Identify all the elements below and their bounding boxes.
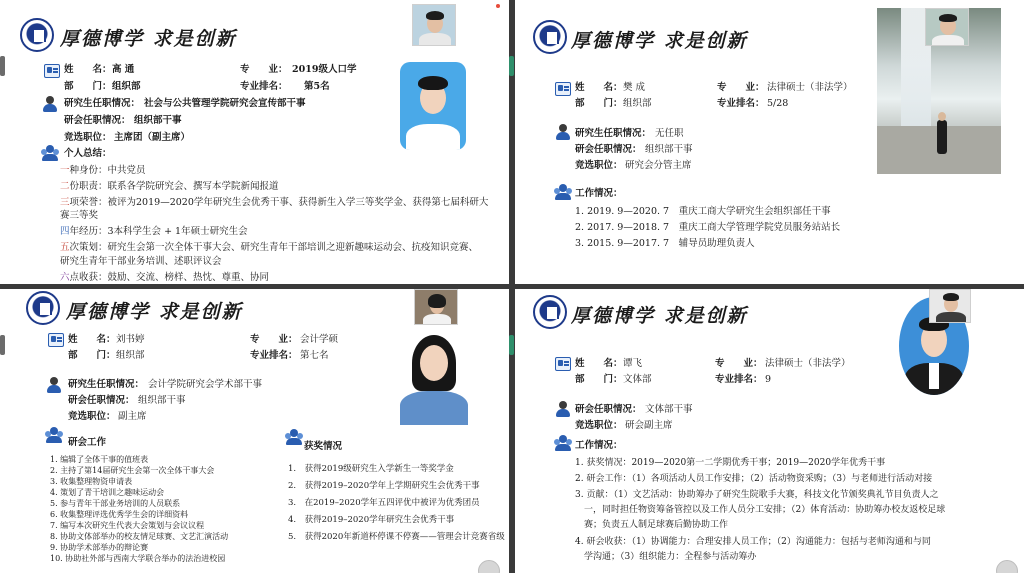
run-label: 竞选职位： xyxy=(575,420,623,431)
major-label: 专 业： xyxy=(717,82,765,93)
dept-value: 文体部 xyxy=(623,374,652,385)
work-item: 1. 2019. 9—2020. 7 重庆工商大学研究生会组织部任干事 xyxy=(575,206,831,217)
university-logo xyxy=(533,20,567,54)
rank-label: 专业排名： xyxy=(240,81,288,92)
summary-line: 赛三等奖 xyxy=(60,210,99,221)
work-item: 3. 2015. 9—2017. 7 辅导员助理负责人 xyxy=(575,238,755,249)
name-value: 高 通 xyxy=(112,64,135,75)
horizontal-divider xyxy=(0,284,1024,289)
id-card-icon xyxy=(555,357,571,371)
rank-label: 专业排名： xyxy=(250,350,298,361)
grad-post-label: 研究生任职情况： xyxy=(575,128,652,139)
union-post-label: 研会任职情况： xyxy=(64,115,131,126)
summary-line: 研究生青年干部业务培训、述职评议会 xyxy=(60,256,222,267)
slogan: 厚德博学 求是创新 xyxy=(60,28,237,50)
university-logo xyxy=(26,291,60,325)
work-item: 9. 协助学术部举办的辩论赛 xyxy=(50,543,149,552)
award-item: 4. 获得2019–2020学年研究生会优秀干事 xyxy=(288,515,455,525)
summary-line: 六点收获：鼓励、交流、榜样、热忱、尊重、协同 xyxy=(60,272,270,283)
summary-title: 个人总结： xyxy=(64,148,112,159)
work-item: 10. 协助社外部与西南大学联合举办的法治进校园 xyxy=(50,554,226,563)
rank-value: 5/28 xyxy=(767,98,789,109)
name-label: 姓 名： xyxy=(64,64,112,75)
name-value: 刘书婷 xyxy=(116,334,145,345)
slogan: 厚德博学 求是创新 xyxy=(571,305,748,327)
person-icon xyxy=(555,401,571,417)
work-item: 5. 参与青年干部业务培训的人员联系 xyxy=(50,499,181,508)
side-tab-handle[interactable] xyxy=(0,56,5,76)
work-item: 1. 编辑了全体干事的值班表 xyxy=(50,455,149,464)
run-label: 竞选职位： xyxy=(68,411,116,422)
dept-label: 部 门： xyxy=(575,374,623,385)
work-item: 4. 研会收获：（1）协调能力：合理安排人员工作；（2）沟通能力：包括与老师沟通和与同 xyxy=(575,537,931,547)
summary-line: 二份职责：联系各学院研究会、撰写本学院新闻报道 xyxy=(60,181,279,192)
slide-panel-liu-shuting xyxy=(0,289,509,573)
work-item: 4. 策划了青干培训之趣味运动会 xyxy=(50,488,165,497)
union-post-label: 研会任职情况： xyxy=(575,144,642,155)
work-item: 学沟通；（3）组织能力：全程参与活动筹办 xyxy=(575,552,757,562)
dept-value: 组织部 xyxy=(116,350,145,361)
rank-label: 专业排名： xyxy=(715,374,763,385)
major-label: 专 业： xyxy=(250,334,298,345)
work-item: 6. 收集整理评选优秀学生会的详细资料 xyxy=(50,510,189,519)
work-item: 3. 收集整理物资申请表 xyxy=(50,477,133,486)
slogan: 厚德博学 求是创新 xyxy=(66,301,243,323)
run-value: 主席团（副主席） xyxy=(114,132,191,143)
side-tab-handle[interactable] xyxy=(0,335,5,355)
run-label: 竞选职位： xyxy=(64,132,112,143)
university-logo xyxy=(20,18,54,52)
rank-label: 专业排名： xyxy=(717,98,765,109)
grad-post-label: 研究生任职情况： xyxy=(64,98,141,109)
award-icon xyxy=(284,429,304,445)
name-label: 姓 名： xyxy=(575,82,623,93)
run-value: 副主席 xyxy=(118,411,147,422)
run-value: 研究会分管主席 xyxy=(625,160,692,171)
award-item: 3. 在2019–2020学年五四评优中被评为优秀团员 xyxy=(288,498,480,508)
work-title: 研会工作 xyxy=(68,437,107,448)
award-title: 获奖情况 xyxy=(304,441,343,452)
video-thumbnail[interactable] xyxy=(925,8,969,46)
major-value: 法律硕士（非法学） xyxy=(767,82,853,93)
video-thumbnail[interactable] xyxy=(929,289,971,323)
person-icon xyxy=(46,377,62,393)
work-item: 2. 研会工作：（1）各项活动人员工作安排；（2）活动物资采购；（3）与老师进行活动对接 xyxy=(575,474,933,484)
side-tab-handle[interactable] xyxy=(509,335,514,355)
grad-post-value: 社会与公共管理学院研究会宣传部干事 xyxy=(144,98,306,109)
notification-dot xyxy=(496,4,500,8)
grad-post-label: 研究生任职情况： xyxy=(68,379,145,390)
union-post-value: 组织部干事 xyxy=(134,115,182,126)
run-label: 竞选职位： xyxy=(575,160,623,171)
slogan: 厚德博学 求是创新 xyxy=(571,30,748,52)
union-post-value: 组织部干事 xyxy=(138,395,186,406)
work-item: 8. 协助文体部举办的校友情足球赛、文艺汇演活动 xyxy=(50,532,229,541)
group-icon xyxy=(44,427,64,443)
summary-line: 四年经历：3本科学生会 + 1年硕士研究生会 xyxy=(60,226,248,237)
slide-panel-gao-tong xyxy=(0,0,509,284)
profile-photo xyxy=(398,329,470,425)
summary-line: 一种身份：中共党员 xyxy=(60,165,146,176)
work-item: 2. 2017. 9—2018. 7 重庆工商大学管理学院党员服务站站长 xyxy=(575,222,841,233)
grad-post-value: 无任职 xyxy=(655,128,684,139)
group-icon xyxy=(553,435,573,451)
dept-label: 部 门： xyxy=(575,98,623,109)
union-post-value: 组织部干事 xyxy=(645,144,693,155)
university-logo xyxy=(533,295,567,329)
major-label: 专 业： xyxy=(715,358,763,369)
name-value: 谭飞 xyxy=(623,358,643,369)
id-card-icon xyxy=(44,64,60,78)
major-value: 2019级人口学 xyxy=(292,64,357,75)
union-post-label: 研会任职情况： xyxy=(68,395,135,406)
rank-value: 9 xyxy=(765,374,772,385)
union-post-value: 文体部干事 xyxy=(645,404,693,415)
rank-value: 第七名 xyxy=(300,350,329,361)
work-item: 7. 编写本次研究生代表大会策划与会议议程 xyxy=(50,521,205,530)
person-icon xyxy=(42,96,58,112)
award-item: 5. 获得2020年新道杯停课不停赛——管理会计竞赛省级 xyxy=(288,532,505,542)
work-item: 2. 主持了第14届研究生会第一次全体干事大会 xyxy=(50,466,215,475)
work-title: 工作情况： xyxy=(575,188,623,199)
major-label: 专 业： xyxy=(240,64,288,75)
work-item: 赛；负责五人制足球赛后勤协助工作 xyxy=(575,520,729,530)
name-value: 樊 成 xyxy=(623,82,646,93)
work-item: 3. 贡献：（1）文艺活动：协助筹办了研究生院歌手大赛，科技文化节颁奖典礼节目负责人之 xyxy=(575,490,939,500)
id-card-icon xyxy=(48,333,64,347)
rank-value: 第5名 xyxy=(304,81,330,92)
person-icon xyxy=(555,124,571,140)
video-thumbnail[interactable] xyxy=(414,289,458,325)
work-title: 工作情况： xyxy=(575,440,623,451)
award-item: 1. 获得2019级研究生入学新生一等奖学金 xyxy=(288,464,454,474)
slide-panel-tan-fei xyxy=(515,289,1024,573)
run-value: 研会副主席 xyxy=(625,420,673,431)
dept-label: 部 门： xyxy=(64,81,112,92)
work-item: 1. 获奖情况：2019—2020第一二学期优秀干事；2019—2020学年优秀干事 xyxy=(575,458,886,468)
profile-photo xyxy=(400,62,466,150)
name-label: 姓 名： xyxy=(68,334,116,345)
side-tab-handle[interactable] xyxy=(509,56,514,76)
video-thumbnail[interactable] xyxy=(412,4,456,46)
dept-value: 组织部 xyxy=(112,81,141,92)
union-post-label: 研会任职情况： xyxy=(575,404,642,415)
work-item: 一，同时担任物资筹备管控以及工作人员分工安排；（2）体育活动：协助筹办校友返校足球 xyxy=(575,505,946,515)
dept-label: 部 门： xyxy=(68,350,116,361)
major-value: 会计学硕 xyxy=(300,334,339,345)
dept-value: 组织部 xyxy=(623,98,652,109)
award-item: 2. 获得2019–2020学年上学期研究生会优秀干事 xyxy=(288,481,480,491)
grad-post-value: 会计学院研究会学术部干事 xyxy=(148,379,263,390)
group-icon xyxy=(40,145,60,161)
major-value: 法律硕士（非法学） xyxy=(765,358,851,369)
id-card-icon xyxy=(555,82,571,96)
name-label: 姓 名： xyxy=(575,358,623,369)
summary-line: 五次策划：研究生会第一次全体干事大会、研究生青年干部培训之迎新趣味运动会、抗疫知识竞赛、 xyxy=(60,242,479,253)
slide-panel-fan-cheng xyxy=(515,0,1024,284)
group-icon xyxy=(553,184,573,200)
summary-line: 三项荣誉：被评为2019—2020学年研究生会优秀干事、获得新生入学三等奖学金、获得第七届科研大 xyxy=(60,197,489,208)
